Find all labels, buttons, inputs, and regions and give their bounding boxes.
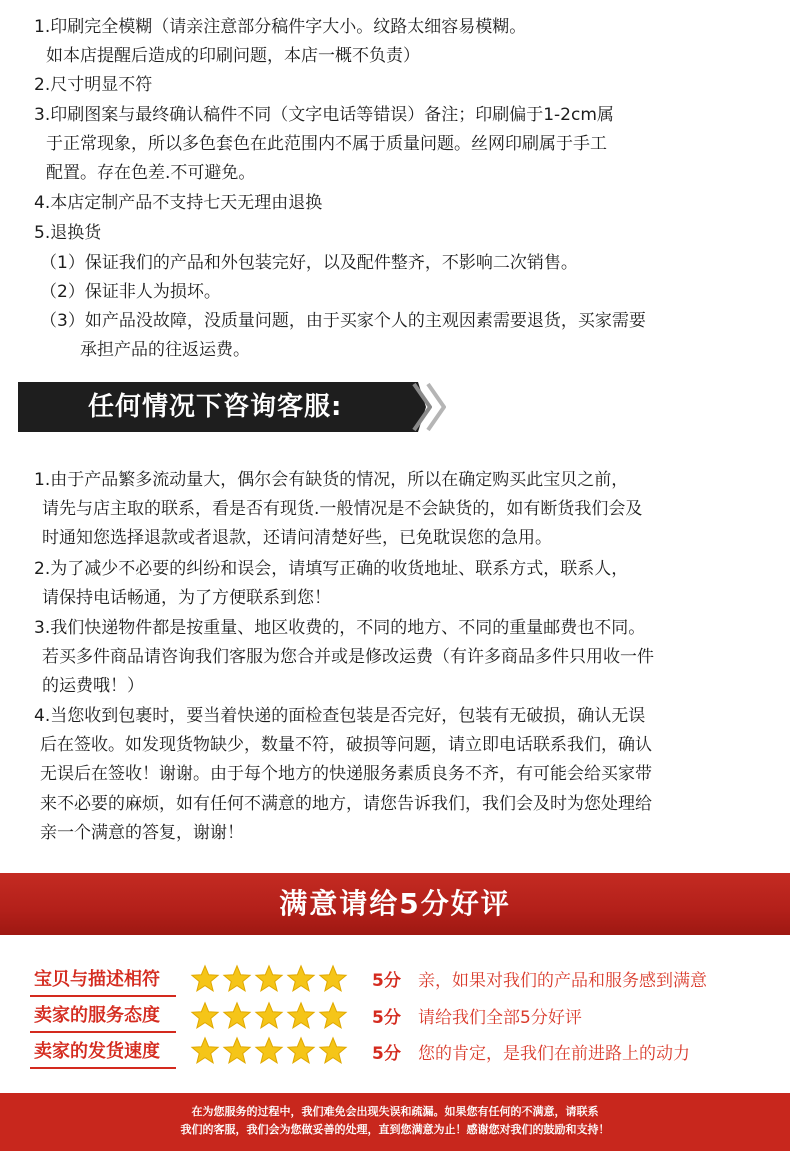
- service-line: 请保持电话畅通，为了方便联系到您！: [42, 588, 331, 608]
- star-icon: [254, 1001, 284, 1031]
- rating-score: 5分: [372, 1044, 401, 1064]
- star-rating: [190, 1001, 350, 1035]
- policy-line: 1.印刷完全模糊（请亲注意部分稿件字大小。纹路太细容易模糊。: [34, 17, 527, 37]
- star-icon: [318, 1001, 348, 1031]
- rating-underline: [30, 995, 176, 997]
- footer-line: 在为您服务的过程中，我们难免会出现失误和疏漏。如果您有任何的不满意，请联系: [191, 1105, 599, 1118]
- policy-line: 4.本店定制产品不支持七天无理由退换: [34, 193, 323, 213]
- service-line: 后在签收。如发现货物缺少，数量不符，破损等问题，请立即电话联系我们，确认: [40, 735, 652, 755]
- rating-banner: [0, 873, 790, 935]
- policy-line: 如本店提醒后造成的印刷问题，本店一概不负责）: [46, 46, 420, 66]
- star-icon: [222, 964, 252, 994]
- policy-line: （1）保证我们的产品和外包装完好，以及配件整齐，不影响二次销售。: [40, 253, 578, 273]
- star-icon: [222, 1036, 252, 1066]
- rating-score: 5分: [372, 971, 401, 991]
- policy-line: （3）如产品没故障，没质量问题，由于买家个人的主观因素需要退货，买家需要: [40, 311, 646, 331]
- rating-message: 您的肯定，是我们在前进路上的动力: [418, 1044, 690, 1064]
- policy-line: 配置。存在色差.不可避免。: [46, 163, 256, 183]
- footer-line: 我们的客服，我们会为您做妥善的处理，直到您满意为止！感谢您对我们的鼓励和支持！: [180, 1123, 610, 1136]
- star-icon: [190, 964, 220, 994]
- star-icon: [222, 1001, 252, 1031]
- star-rating: [190, 1036, 350, 1070]
- consult-banner: [18, 382, 418, 432]
- service-line: 请先与店主取的联系，看是否有现货.一般情况是不会缺货的，如有断货我们会及: [42, 499, 643, 519]
- star-icon: [190, 1036, 220, 1066]
- service-line: 来不必要的麻烦，如有任何不满意的地方，请您告诉我们，我们会及时为您处理给: [40, 794, 652, 814]
- rating-banner-title: 满意请给5分好评: [279, 887, 511, 920]
- star-rating: [190, 964, 350, 998]
- service-line: 时通知您选择退款或者退款，还请问清楚好些，已免耽误您的急用。: [42, 528, 552, 548]
- rating-score: 5分: [372, 1008, 401, 1028]
- rating-label: 卖家的发货速度: [34, 1041, 160, 1062]
- star-icon: [318, 964, 348, 994]
- service-line: 若买多件商品请咨询我们客服为您合并或是修改运费（有许多商品多件只用收一件: [42, 647, 654, 667]
- star-icon: [190, 1001, 220, 1031]
- rating-message: 请给我们全部5分好评: [418, 1008, 582, 1028]
- consult-banner-title: 任何情况下咨询客服:: [88, 392, 343, 422]
- rating-label: 卖家的服务态度: [34, 1005, 160, 1026]
- star-icon: [286, 1036, 316, 1066]
- chevron-right-icon: [424, 382, 446, 432]
- policy-line: 承担产品的往返运费。: [80, 340, 250, 360]
- policy-line: 3.印刷图案与最终确认稿件不同（文字电话等错误）备注；印刷偏于1-2cm属: [34, 105, 614, 125]
- service-line: 亲一个满意的答复，谢谢！: [40, 823, 244, 843]
- rating-label: 宝贝与描述相符: [34, 969, 160, 990]
- footer-notice: [0, 1093, 790, 1151]
- policy-line: 2.尺寸明显不符: [34, 75, 153, 95]
- star-icon: [254, 964, 284, 994]
- star-icon: [254, 1036, 284, 1066]
- star-icon: [318, 1036, 348, 1066]
- service-line: 3.我们快递物件都是按重量、地区收费的，不同的地方、不同的重量邮费也不同。: [34, 618, 646, 638]
- service-line: 无误后在签收！谢谢。由于每个地方的快递服务素质良务不齐，有可能会给买家带: [40, 764, 652, 784]
- rating-underline: [30, 1067, 176, 1069]
- star-icon: [286, 964, 316, 994]
- service-line: 4.当您收到包裹时，要当着快递的面检查包装是否完好，包装有无破损，确认无误: [34, 706, 646, 726]
- service-line: 1.由于产品繁多流动量大，偶尔会有缺货的情况，所以在确定购买此宝贝之前，: [34, 470, 629, 490]
- service-line: 的运费哦！）: [42, 676, 144, 696]
- policy-line: 于正常现象，所以多色套色在此范围内不属于质量问题。丝网印刷属于手工: [46, 134, 607, 154]
- service-line: 2.为了减少不必要的纠纷和误会，请填写正确的收货地址、联系方式，联系人，: [34, 559, 629, 579]
- rating-message: 亲，如果对我们的产品和服务感到满意: [418, 971, 707, 991]
- policy-line: 5.退换货: [34, 223, 102, 243]
- star-icon: [286, 1001, 316, 1031]
- rating-underline: [30, 1031, 176, 1033]
- policy-line: （2）保证非人为损坏。: [40, 282, 221, 302]
